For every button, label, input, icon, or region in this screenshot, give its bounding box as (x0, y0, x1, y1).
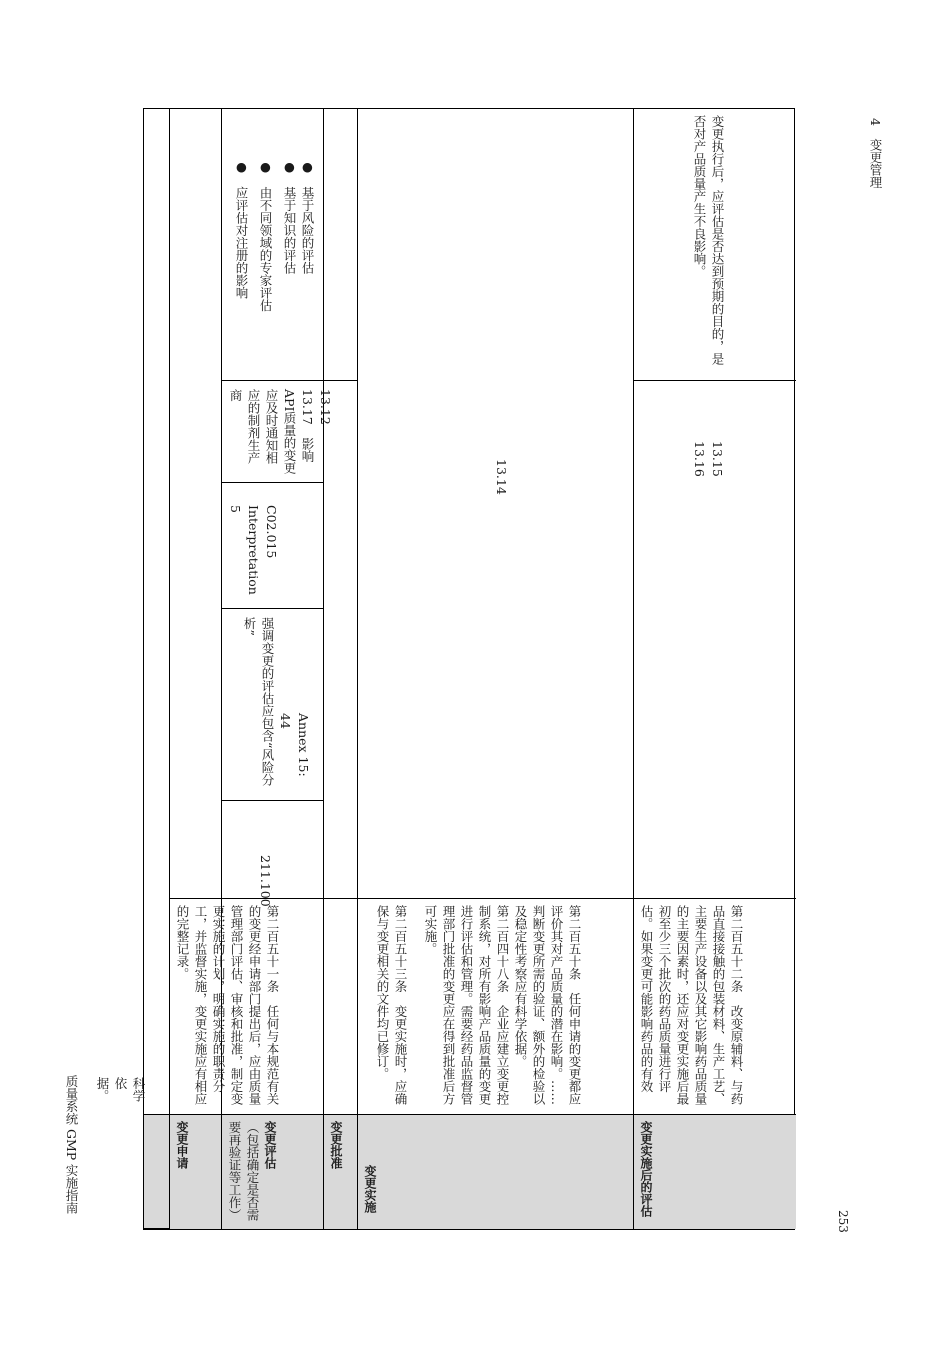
post-evaluation-label: 变更实施后的评估 (639, 1121, 653, 1217)
change-evaluation-sublabel: （包括确定是否需要再验证等工作） (227, 1121, 260, 1221)
bullet-item-1: ● 基于风险的评估 (300, 159, 315, 274)
ich-interpretation: Interpretation 5 (228, 505, 261, 595)
row-change-implementation (358, 109, 634, 1229)
eu-risk-analysis-note: 强调变更的评估应包含“风险分析” (242, 617, 275, 786)
change-implementation-gmp-text-2: 第二百五十三条 变更实施时，应确保与变更相关的文件均已修订。 (375, 905, 408, 1105)
gmp-comparison-table (95, 108, 795, 1230)
api-ref-1317: 13.17 影响API质量的变更应及时通知相应的制剂生产商 (228, 389, 315, 474)
change-approval-label: 变更批准 (329, 1121, 343, 1169)
running-header-left: 质量系统 GMP 实施指南 (64, 1075, 79, 1215)
bullet-item-3: ● 由不同领域的专家评估 (258, 159, 273, 312)
row-post-evaluation (634, 109, 796, 1229)
evaluation-bullet-list (222, 109, 320, 380)
change-request-gmp-text: 第二百五十一条 任何与本规范有关的变更经申请部门提出后，应由质量管理部门评估、审核和批准，制定变更实施的计划，明确实施的职责分工，并监督实施，变更实施应有相应的完整记录。 (175, 905, 280, 1105)
change-evaluation-label: 变更评估 (263, 1121, 277, 1169)
change-approval-gmp-text: 第二百五十条 任何申请的变更都应评价其对产品质量的潜在影响。……判断变更所需的验证、额外的检验以及稳定性考察应有科学依据。 (513, 905, 582, 1105)
row-change-approval-head (324, 109, 358, 1229)
row-continuation (95, 109, 170, 1229)
continuation-text: 科学依据。 (95, 1077, 146, 1102)
change-request-label: 变更申请 (175, 1121, 189, 1169)
running-header-right: 4 变更管理 (868, 118, 883, 189)
row-change-evaluation (222, 109, 333, 1229)
api-ref-1316: 13.16 (692, 441, 707, 477)
page-number: 253 (836, 1210, 850, 1233)
ich-ref: C02.015 (264, 505, 279, 559)
eu-annex-ref: Annex 15: 44 (278, 713, 311, 777)
bullet-item-4: ● 应评估对注册的影响 (234, 159, 249, 299)
bullet-item-2: ● 基于知识的评估 (282, 159, 297, 274)
change-implementation-label: 变更实施 (363, 1165, 377, 1213)
post-evaluation-gmp-text: 第二百五十二条 改变原辅料、与药品直接接触的包装材料、生产工艺、主要生产设备以及其它影响药品质量的主要因素时，还应对变更实施后最初至少三个批次的药品质量进行评估。如果变更可能影响药品的有效 (639, 905, 744, 1105)
post-evaluation-note: 变更执行后，应评估是否达到预期的目的，是否对产品质量产生不良影响。 (692, 115, 725, 365)
api-ref-1312: 13.12 (318, 389, 333, 425)
change-implementation-gmp-text-1: 第二百四十八条 企业应建立变更控制系统，对所有影响产品质量的变更进行评估和管理。需要经药品监督管理部门批准的变更应在得到批准后方可实施。 (423, 905, 510, 1105)
cfr-ref: 211.100 (258, 855, 273, 907)
api-ref-1314: 13.14 (494, 459, 509, 495)
api-ref-1315: 13.15 (710, 441, 725, 477)
